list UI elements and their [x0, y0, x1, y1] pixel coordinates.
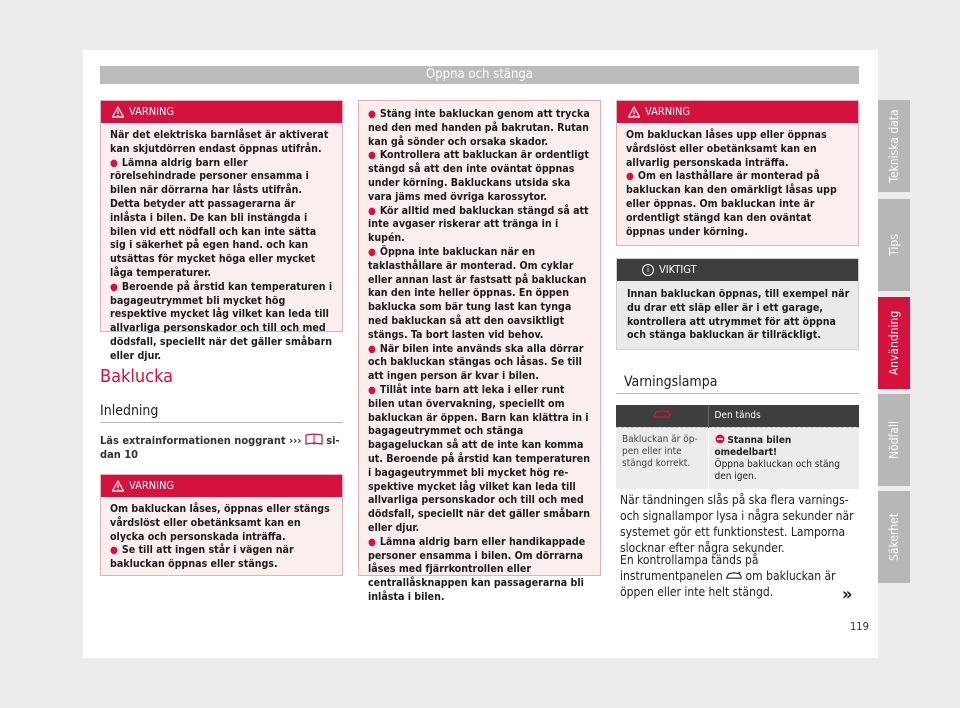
tab-label: Säkerhet	[887, 513, 901, 561]
paragraph-function-test: När tändningen slås på ska flera varnings- och signallampor lysa i några sekunder när systemet gör ett funktionstest. Lamporna slocknar efter några sekunder.	[620, 493, 854, 555]
table-cell-action: Stanna bilen omedelbart! Öppna bakluckan och stäng den igen.	[708, 427, 859, 489]
warning-box-continued	[358, 100, 601, 603]
tab-sakerhet[interactable]	[878, 491, 910, 583]
important-text: Innan bakluckan öppnas, till exempel när du drar ett släp eller är i ett garage, kontrollera att utrymmet för att öppna och stänga bakluckan är tillräckligt.	[627, 288, 850, 342]
tab-tekniska-data[interactable]	[878, 100, 910, 192]
warning-bullet: ● Kontrollera att bakluckan är ordentligt stängd så att den inte oväntat öppnas under körning. Bakluckans utsida ska vara jäms med övriga karossytor.	[368, 149, 589, 203]
warning-title: VARNING	[645, 105, 691, 118]
warning-bullet: ● Lämna aldrig barn eller rörelsehindrade personer ensamma i bilen när dörrarna har låsts utifrån. Detta betyder att passagerarna är inlåsta i bilen. De kan bli instängda i bilen vid ett nödfall och kan inte sätta sig i säkerhet på egen hand. och kan utsättas för mycket höga eller mycket låga temperaturer.	[110, 156, 317, 279]
important-title: VIKTIGT	[659, 263, 697, 276]
important-title-bar	[617, 259, 858, 281]
table-cell-condition: Bakluckan är öppen eller inte stängd korrekt.	[616, 427, 708, 489]
tab-anvandning[interactable]	[878, 297, 910, 389]
warning-bullet: ● Tillåt inte barn att leka i eller runt bilen utan övervakning, speciellt om bakluckan är öppen. Barn kan klättra in i bagageutrymmet och stänga bagageluckan så att de inte kan komma ut. Beroende på årstid kan temperaturen i bagageutrymmet bli mycket hög respektive mycket låg vilket kan leda till allvarliga personskador och till och med dödsfall, speciellt när det gäller småbarn eller djur.	[368, 383, 591, 534]
warning-box-unlock	[616, 100, 859, 246]
bullet-dot-icon: ●	[368, 536, 376, 548]
tab-nodfall[interactable]	[878, 394, 910, 486]
bullet-dot-icon: ●	[110, 545, 118, 557]
warning-triangle-icon	[112, 106, 124, 118]
warning-bullet: ● När bilen inte används ska alla dörrar och bakluckan stängas och låsas. Se till att ingen person är kvar i bilen.	[368, 342, 584, 383]
tab-label: Tips	[887, 234, 901, 256]
warning-bullet: ● Kör alltid med bakluckan stängd så att inte avgaser riskerar att tränga in i kupén.	[368, 204, 589, 245]
warning-title-bar	[617, 101, 858, 123]
warning-intro: När det elektriska barnlåset är aktiverat kan skjutdörren endast öppnas utifrån.	[110, 129, 329, 155]
warning-title-bar	[101, 475, 342, 497]
warning-box-child-lock	[100, 100, 343, 362]
stop-icon	[715, 434, 725, 444]
warning-bullet: ● Se till att ingen står i vägen när bakluckan öppnas eller stängs.	[110, 544, 294, 571]
extra-info-note: Läs extrainformationen noggrant ››› sidan 10	[100, 434, 340, 461]
tab-tips[interactable]	[878, 199, 910, 291]
link-arrows[interactable]: ›››	[289, 434, 302, 447]
bullet-dot-icon: ●	[110, 281, 118, 293]
section-title-baklucka: Baklucka	[100, 366, 174, 387]
warning-intro: Om bakluckan låses upp eller öppnas vårdslöst eller obetänksamt kan en allvarlig personskada inträffa.	[626, 129, 827, 169]
page-number: 119	[850, 620, 869, 633]
warning-bullet: ● Om en lasthållare är monterad på bakluckan kan den omärkligt låsas upp eller öppnas. Om bakluckan inte är ordentligt stängd kan den oväntat öppnas under körning.	[626, 170, 837, 238]
bullet-dot-icon: ●	[368, 246, 376, 258]
continue-mark: »	[842, 584, 853, 605]
bullet-dot-icon: ●	[368, 109, 376, 120]
bullet-dot-icon: ●	[368, 150, 376, 162]
book-icon	[305, 433, 323, 445]
table-row	[616, 427, 859, 489]
tab-label: Nödfall	[887, 421, 901, 459]
page-header: Öppna och stänga	[100, 66, 859, 84]
info-icon: i	[642, 264, 654, 276]
warning-bullet: ● Stäng inte bakluckan genom att trycka ned den med handen på bakrutan. Rutan kan gå sönder och orsaka skador.	[368, 108, 590, 148]
warning-bullet: ● Lämna aldrig barn eller handikappade personer ensamma i bilen. Om dörrarna låses med fjärrkontrollen eller centrallåsknappen kan passagerarna bli inlåsta i bilen.	[368, 535, 586, 603]
warning-lamp-table	[616, 405, 859, 489]
bullet-dot-icon: ●	[368, 343, 376, 355]
car-trunk-icon	[726, 571, 742, 580]
warning-title: VARNING	[129, 479, 175, 492]
warning-title: VARNING	[129, 105, 175, 118]
bullet-dot-icon: ●	[110, 157, 118, 169]
divider	[616, 393, 859, 394]
table-header-row	[616, 405, 859, 427]
table-header-den-tands: Den tänds	[708, 405, 859, 427]
subsection-title-inledning: Inledning	[100, 403, 159, 419]
important-box	[616, 258, 859, 350]
table-header-icon-cell	[616, 405, 708, 427]
car-trunk-icon	[653, 409, 671, 419]
warning-triangle-icon	[112, 480, 124, 492]
warning-bullet: ● Beroende på årstid kan temperaturen i bagageutrymmet bli mycket hög respektive mycket låg vilket kan leda till allvarliga personskador och till och med dödsfall, speciellt när det gäller småbarn eller djur.	[110, 280, 333, 362]
bullet-dot-icon: ●	[368, 384, 376, 396]
warning-bullet: ● Öppna inte bakluckan när en taklasthållare är monterad. Om cyklar eller annan last är fastsatt på bakluckan kan den inte heller öppnas. En öppen baklucka som bär tung last kan tynga ned bakluckan så att den oavsiktligt stängs. Ta bort lasten vid behov.	[368, 245, 587, 341]
section-title-varningslampa: Varningslampa	[624, 374, 718, 390]
warning-box-tailgate	[100, 474, 343, 576]
bullet-dot-icon: ●	[368, 205, 376, 217]
warning-intro: Om bakluckan låses, öppnas eller stängs vårdslöst eller obetänksamt kan en olycka och personskada inträffa.	[110, 503, 330, 543]
paragraph-control-lamp: En kontrollampa tänds på instrumentpanelen om bakluckan är öppen eller inte helt stängd.	[620, 553, 836, 599]
bullet-dot-icon: ●	[626, 171, 634, 183]
tab-label: Tekniska data	[887, 109, 901, 183]
warning-triangle-icon	[628, 106, 640, 118]
warning-title-bar	[101, 101, 342, 123]
divider	[100, 422, 343, 423]
tab-label: Användning	[887, 310, 901, 376]
